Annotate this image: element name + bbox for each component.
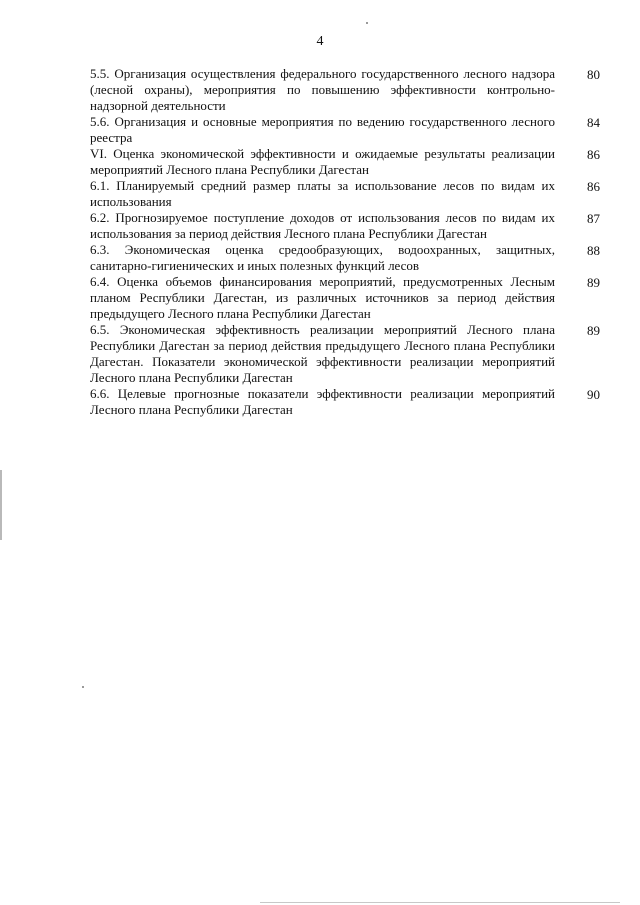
table-of-contents <box>90 66 600 418</box>
toc-entry-page: 86 <box>587 179 600 194</box>
toc-entry-page: 84 <box>587 115 600 130</box>
toc-entry-title: 6.3. Экономическая оценка средообразующих, водоохранных, защитных, санитарно-гигиенических и иных полезных функций лесов <box>90 242 555 273</box>
toc-entry <box>90 322 600 386</box>
toc-entry <box>90 386 600 418</box>
toc-entry <box>90 274 600 322</box>
toc-entry-title: 6.1. Планируемый средний размер платы за использование лесов по видам их использования <box>90 178 555 209</box>
toc-entry-page: 88 <box>587 243 600 258</box>
toc-entry <box>90 66 600 114</box>
toc-entry-title: 6.4. Оценка объемов финансирования мероприятий, предусмотренных Лесным планом Республики Дагестан, из различных источников за период действия предыдущего Лесного плана Республики Дагестан <box>90 274 555 321</box>
toc-entry-title: 6.6. Целевые прогнозные показатели эффективности реализации мероприятий Лесного плана Республики Дагестан <box>90 386 555 417</box>
toc-entry <box>90 178 600 210</box>
toc-entry-title: VI. Оценка экономической эффективности и ожидаемые результаты реализации мероприятий Лесного плана Республики Дагестан <box>90 146 555 177</box>
toc-entry <box>90 114 600 146</box>
page-number: 4 <box>316 34 324 49</box>
toc-entry-title: 6.5. Экономическая эффективность реализации мероприятий Лесного плана Республики Дагестан за период действия предыдущего Лесного плана Республики Дагестан. Показатели экономической эффективности реализации мероприятий Лесного плана Республики Дагестан <box>90 322 555 385</box>
toc-entry-title: 5.5. Организация осуществления федерального государственного лесного надзора (лесной охраны), мероприятия по повышению эффективности контрольно-надзорной деятельности <box>90 66 555 113</box>
scan-bottom-edge <box>260 902 620 903</box>
toc-entry-page: 87 <box>587 211 600 226</box>
scan-speck <box>366 22 368 24</box>
scan-speck <box>82 686 84 688</box>
toc-entry-page: 86 <box>587 147 600 162</box>
toc-entry-page: 89 <box>587 323 600 338</box>
toc-entry-title: 5.6. Организация и основные мероприятия по ведению государственного лесного реестра <box>90 114 555 145</box>
toc-entry <box>90 210 600 242</box>
toc-entry-page: 80 <box>587 67 600 82</box>
toc-entry-title: 6.2. Прогнозируемое поступление доходов от использования лесов по видам их использования за период действия Лесного плана Республики Дагестан <box>90 210 555 241</box>
toc-entry <box>90 242 600 274</box>
toc-entry-page: 90 <box>587 387 600 402</box>
scan-edge-mark <box>0 470 2 540</box>
toc-entry <box>90 146 600 178</box>
toc-entry-page: 89 <box>587 275 600 290</box>
